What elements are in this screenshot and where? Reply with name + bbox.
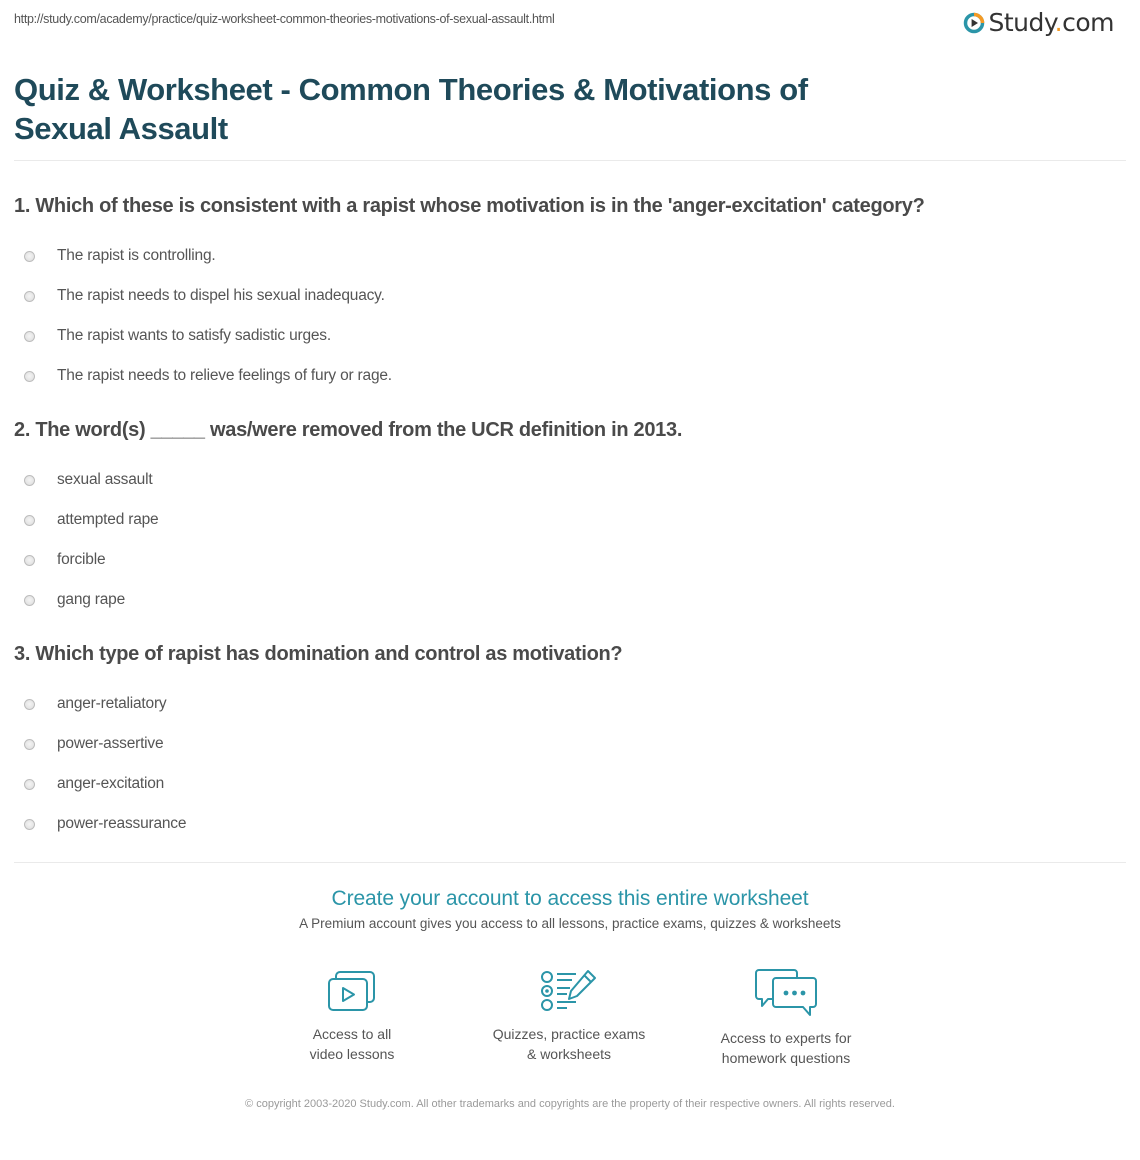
- cta-subtitle: A Premium account gives you access to all lessons, practice exams, quizzes & worksheets: [299, 916, 841, 931]
- page-header: [0, 0, 1140, 44]
- copyright-footer: © copyright 2003-2020 Study.com. All other trademarks and copyrights are the property of their respective owners. All rights reserved.: [245, 1098, 895, 1110]
- signup-cta: [0, 884, 1140, 931]
- option-label: attempted rape: [57, 511, 159, 528]
- divider: [14, 160, 1126, 161]
- feature-video-lessons: [252, 968, 452, 1064]
- option-label: The rapist is controlling.: [57, 247, 216, 264]
- answer-option[interactable]: [14, 236, 1124, 276]
- answer-options: [14, 460, 1124, 620]
- answer-option[interactable]: [14, 316, 1124, 356]
- option-label: forcible: [57, 551, 106, 568]
- option-label: power-assertive: [57, 735, 164, 752]
- feature-label: Access to all video lessons: [309, 1026, 395, 1062]
- answer-option[interactable]: [14, 804, 1124, 844]
- answer-option[interactable]: [14, 460, 1124, 500]
- option-label: gang rape: [57, 591, 126, 608]
- question-text: 1. Which of these is consistent with a rapist whose motivation is in the 'anger-excitation' category?: [14, 195, 925, 217]
- answer-options: [14, 684, 1124, 844]
- radio-button[interactable]: [24, 819, 35, 830]
- feature-quizzes: [469, 968, 669, 1064]
- page-title: Quiz & Worksheet - Common Theories & Motivations of Sexual Assault: [14, 72, 808, 146]
- option-label: power-reassurance: [57, 815, 187, 832]
- radio-button[interactable]: [24, 251, 35, 262]
- option-label: anger-excitation: [57, 775, 165, 792]
- question-text: 2. The word(s) _____ was/were removed from the UCR definition in 2013.: [14, 419, 683, 441]
- option-label: The rapist needs to relieve feelings of fury or rage.: [57, 367, 392, 384]
- answer-option[interactable]: [14, 764, 1124, 804]
- create-account-link[interactable]: Create your account to access this entire worksheet: [331, 887, 809, 910]
- radio-button[interactable]: [24, 739, 35, 750]
- question-2: [14, 418, 1124, 620]
- option-label: anger-retaliatory: [57, 695, 167, 712]
- study-com-logo[interactable]: [963, 9, 1114, 37]
- answer-option[interactable]: [14, 276, 1124, 316]
- answer-option[interactable]: [14, 540, 1124, 580]
- radio-button[interactable]: [24, 371, 35, 382]
- play-circle-icon: [963, 12, 985, 34]
- quiz-checklist-icon: [540, 968, 598, 1014]
- chat-bubbles-icon: [754, 968, 818, 1018]
- radio-button[interactable]: [24, 779, 35, 790]
- divider: [14, 862, 1126, 863]
- option-label: The rapist wants to satisfy sadistic urges.: [57, 327, 331, 344]
- question-text: 3. Which type of rapist has domination and control as motivation?: [14, 643, 623, 665]
- radio-button[interactable]: [24, 515, 35, 526]
- answer-option[interactable]: [14, 724, 1124, 764]
- answer-options: [14, 236, 1124, 396]
- answer-option[interactable]: [14, 356, 1124, 396]
- radio-button[interactable]: [24, 331, 35, 342]
- answer-option[interactable]: [14, 580, 1124, 620]
- feature-label: Quizzes, practice exams & worksheets: [492, 1026, 646, 1062]
- radio-button[interactable]: [24, 699, 35, 710]
- question-1: [14, 194, 1124, 396]
- option-label: sexual assault: [57, 471, 153, 488]
- feature-label: Access to experts for homework questions: [720, 1030, 852, 1066]
- feature-experts: [686, 968, 886, 1068]
- video-lessons-icon: [326, 968, 378, 1014]
- answer-option[interactable]: [14, 684, 1124, 724]
- option-label: The rapist needs to dispel his sexual inadequacy.: [57, 287, 385, 304]
- radio-button[interactable]: [24, 475, 35, 486]
- logo-text: Study.com: [988, 8, 1114, 37]
- radio-button[interactable]: [24, 595, 35, 606]
- radio-button[interactable]: [24, 555, 35, 566]
- radio-button[interactable]: [24, 291, 35, 302]
- answer-option[interactable]: [14, 500, 1124, 540]
- page-url: http://study.com/academy/practice/quiz-worksheet-common-theories-motivations-of-sexual-assault.html: [14, 12, 555, 26]
- question-3: [14, 642, 1124, 844]
